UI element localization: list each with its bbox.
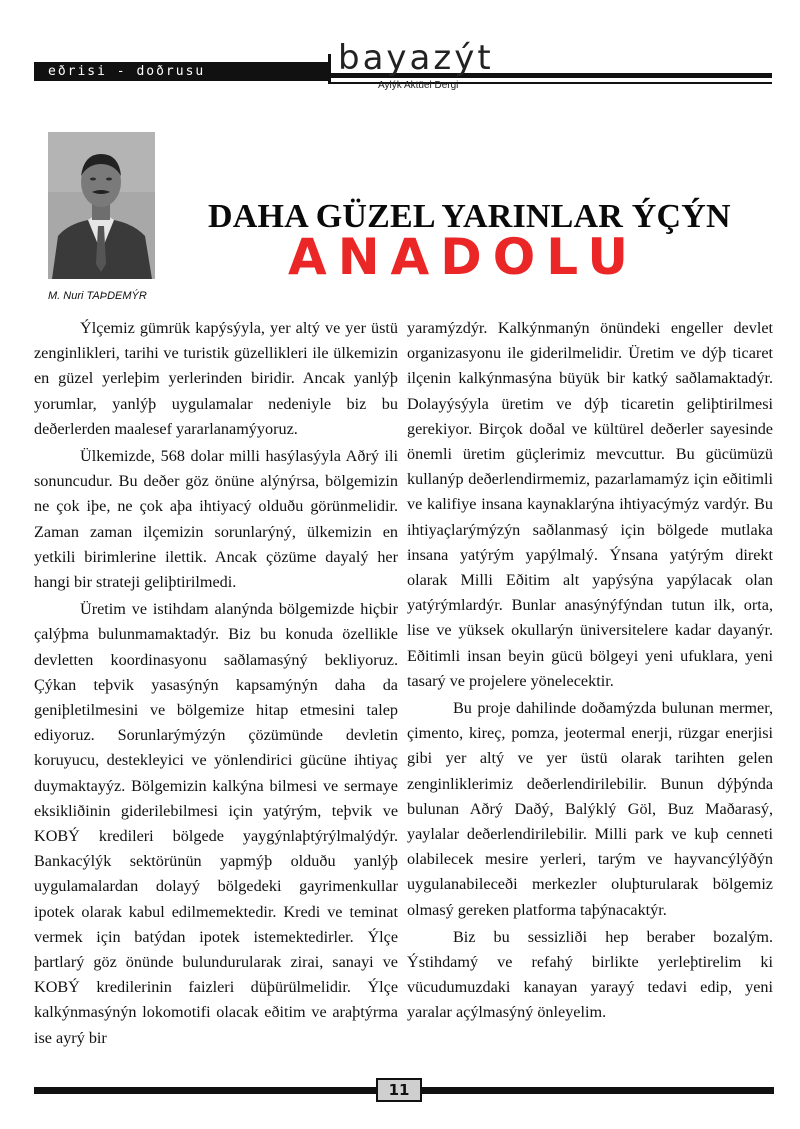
watermark: ANADOLU [288,228,639,286]
author-photo [48,132,155,279]
section-tag-bar [34,62,329,81]
paragraph: Ýlçemiz gümrük kapýsýyla, yer altý ve yer üstü zenginlikleri, tarihi ve turistik güzellikleri ile ülkemizin en güzel yerleþim yerlerinden biridir. Ancak yanlýþ yorumlar, yanlýþ uygulamalar nedeniyle biz bu deðerlerden maalesef yararlanamýyoruz. [34,319,398,438]
magazine-subtitle: Aylýk Aktüel Dergi [378,80,459,91]
paragraph: Bu proje dahilinde doðamýzda bulunan mermer, çimento, kireç, pomza, jeotermal enerji, rüzgar enerjisi gibi yer altý ve yer üstü olarak tarihten gelen zenginliklerimiz deðerlendirilebilir. Bunun dýþýnda bulunan Aðrý Daðý, Balýklý Göl, Buz Maðarasý, yaylalar deðerlendirilebilir. Milli park ve kuþ cenneti olabilecek mesire yerleri, tarým ve hayvancýlýðýn uygulanabileceði merkezler oluþturularak bölgemiz olmasý gereken platforma taþýnacaktýr. [407,699,773,919]
paragraph: Ülkemizde, 568 dolar milli hasýlasýyla Aðrý ili sonuncudur. Bu deðer göz önüne alýnýrsa, bölgemizin ne çok iþe, ne çok aþa ihtiyacý olduðu görünmelidir. Zaman zaman ilçemizin sorunlarýný, ülkemizin en yetkili birimlerine ilettik. Ancak çözüme dayalý her hangi bir strateji geliþtirilmedi. [34,447,398,592]
section-tag: eðrisi - doðrusu [48,64,206,79]
article-left-column [34,316,398,1053]
page-number: 11 [388,1081,410,1099]
magazine-brand: bayazýt [338,38,494,78]
paragraph: yaramýzdýr. Kalkýnmanýn önündeki engeller devlet organizasyonu ile giderilmelidir. Üretim ve dýþ ticaret ilçenin kalkýnmasýna büyük bir katký saðlamaktadýr. Dolayýsýyla üretim ve dýþ ticaretin geliþtirilmesi gerekiyor. Birçok doðal ve kültürel deðerler sayesinde önemli üretim güçlerimiz mevcuttur. Bu gücümüzü kullanýp deðerlendirmemiz, pazarlamamýz için eðitimli ve kalifiye insana kaynaklarýna ihtiyacýmýz vardýr. Bu ihtiyaçlarýmýzýn saðlanmasý için bölgede mutlaka insana yatýrým yapýlmalý. Ýnsana yatýrým direkt olarak Milli Eðitim alt yapýsýna yapýlacak olan yatýrýmlardýr. Bunlar anasýnýfýndan tutun ilk, orta, lise ve yüksek okullarýn üniversitelere kadar dayanýr. Eðitimli insan beyin gücü bölgeyi yeni ufuklara, yeni tasarý ve projelere yönelecektir. [407,319,773,690]
page-number-box [376,1078,422,1102]
header-divider [328,54,331,84]
article-right-column [407,316,773,1028]
article-title: DAHA GÜZEL YARINLAR ÝÇÝN [208,198,731,235]
paragraph: Üretim ve istihdam alanýnda bölgemizde hiçbir çalýþma bulunmamaktadýr. Biz bu konuda özellikle devletten koordinasyonu saðlamasýný bekliyoruz. Çýkan teþvik yasasýnýn kapsamýnýn daha da geniþletilmesini ve bölgemize hitap etmesini talep ediyoruz. Sorunlarýmýzýn çözümünde devletin koruyucu, destekleyici ve yönlendirici gücüne ihtiyaç duymaktayýz. Bölgemizin kalkýna bilmesi ve sermaye eksikliðinin giderilebilmesi için yatýrým, teþvik ve KOBÝ kredileri bölgede yaygýnlaþtýrýlmalýdýr. Bankacýlýk sektörünün yapmýþ olduðu yanlýþ uygulamalardan dolayý bölgedeki gayrimenkullar ipotek olarak kabul edilmemektedir. Kredi ve teminat vermek için batýdan ipotek istemektedirler. Ýlçe þartlarý göz önünde bulundurularak zirai, sanayi ve KOBÝ kredilerinin faizleri düþürülmelidir. Ýlçe kalkýnmasýnýn lokomotifi olacak eðitim ve araþtýrma ise ayrý bir [34,600,398,1047]
author-caption: M. Nuri TAÞDEMÝR [48,290,147,302]
paragraph: Biz bu sessizliði hep beraber bozalým. Ýstihdamý ve refahý birlikte yerleþtirelim ki vücudumuzdaki kanayan yarayý tedavi edip, yeni yaralar açýlmasýný önleyelim. [407,927,773,1022]
